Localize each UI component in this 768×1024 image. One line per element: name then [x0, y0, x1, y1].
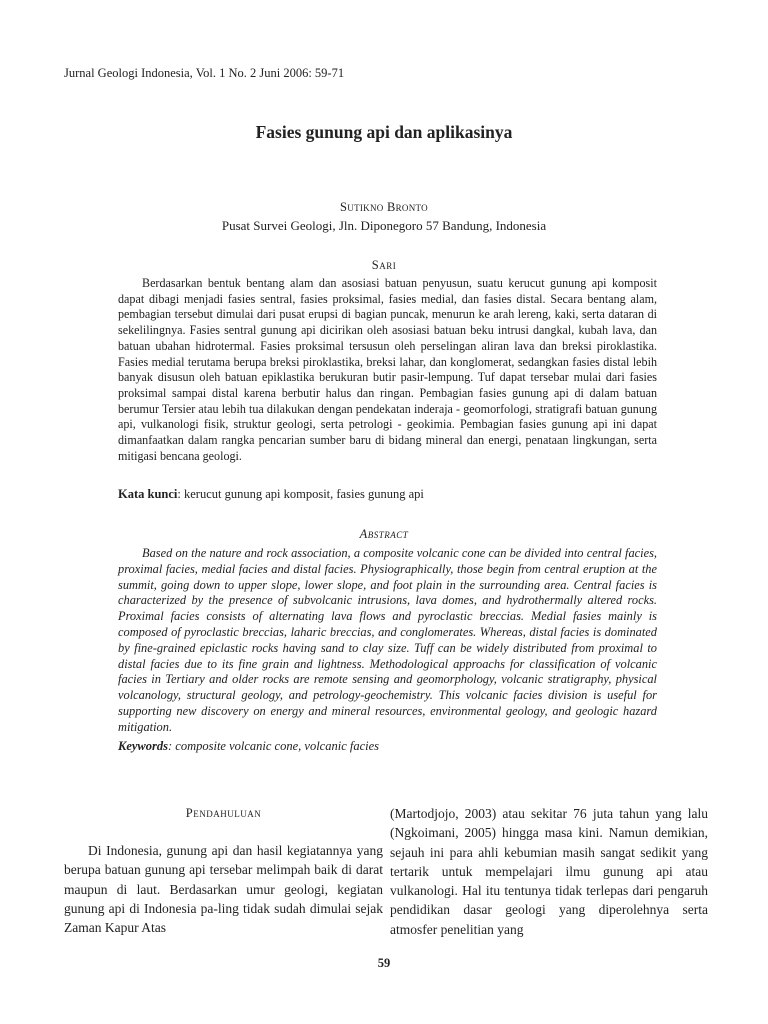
- intro-right-column: (Martodjojo, 2003) atau sekitar 76 juta tahun yang lalu (Ngkoimani, 2005) hingga masa kini. Namun demikian, sejauh ini para ahli kebumian masih sangat sedikit yang tertarik untuk mempelajari ilmu gunung api atau vulkanologi. Hal itu tentunya tidak terlepas dari pengaruh pendidikan dasar geologi yang diperolehnya serta atmosfer penelitian yang: [390, 806, 708, 937]
- author-name: Sutikno Bronto: [340, 200, 428, 214]
- sari-keywords-label: Kata kunci: [118, 487, 178, 501]
- author-affiliation: Pusat Survei Geologi, Jln. Diponegoro 57 Bandung, Indonesia: [221, 218, 547, 233]
- journal-reference: Jurnal Geologi Indonesia, Vol. 1 No. 2 Juni 2006: 59-71: [64, 66, 345, 80]
- abstract-keywords: [118, 739, 379, 754]
- sari-keywords: [118, 487, 424, 502]
- intro-left-column: Di Indonesia, gunung api dan hasil kegiatannya yang berupa batuan gunung api tersebar melimpah baik di darat maupun di laut. Berdasarkan umur geologi, kegiatan gunung api di Indonesia pa-ling tidak sudah dimulai sejak Zaman Kapur Atas: [64, 843, 383, 936]
- intro-heading: Pendahuluan: [185, 806, 262, 820]
- page-number: 59: [377, 956, 391, 970]
- abstract-body: Based on the nature and rock association, a composite volcanic cone can be divided into central facies, proximal facies, medial facies and distal facies. Physiographically, those begin from central eruption at the summit, going down to upper slope, lower slope, and foot plain in the surrounding area. Central facies is characterized by the presence of subvolcanic intrusions, lava domes, and hydrothermally altered rocks. Proximal facies consists of alternating lava flows and pyroclastic breccias. Medial fasies mainly is composed of pyroclastic breccias, laharic breccias, and conglomerates. Whereas, distal facies is dominated by fine-grained epiclastic rocks having sand to clay size. Tuff can be widely distributed from proximal to distal facies due to its fine grain and lightness. Methodological approachs for classification of volcanic facies in Tertiary and older rocks are remote sensing and geomorphology, volcanic stratigraphy, physical volcanology, structural geology, and petrology-geochemistry. This volcanic facies division is useful for supporting new discovery on energy and mineral resources, environmental geology, and geologic hazard mitigation.: [118, 546, 657, 734]
- sari-heading: Sari: [371, 258, 397, 272]
- sari-body: Berdasarkan bentuk bentang alam dan asosiasi batuan penyusun, suatu kerucut gunung api komposit dapat dibagi menjadi fasies sentral, fasies proksimal, fasies medial, dan fasies distal. Secara bentang alam, pembagian tersebut dimulai dari pusat erupsi di bagian puncak, menurun ke arah lereng, kaki, serta dataran di sekelilingnya. Fasies sentral gunung api dicirikan oleh asosiasi batuan beku intrusi dangkal, kubah lava, dan batuan ubahan hidrotermal. Fasies proksimal tersusun oleh perselingan aliran lava dan breksi piroklastika. Fasies medial terutama berupa breksi piroklastika, breksi lahar, dan konglomerat, sedangkan fasies distal lebih banyak disusun oleh batuan epiklastika berukuran butir pasir-lempung. Tuf dapat tersebar mulai dari fasies proksimal sampai distal karena berbutir halus dan ringan. Pembagian fasies gunung api di dalam batuan berumur Tersier atau lebih tua dilakukan dengan pendekatan inderaja - geomorfologi, stratigrafi batuan gunung api, vulkanologi fisik, struktur geologi, serta petrologi - geokimia. Pembagian fasies gunung api ini dapat dimanfaatkan dalam rangka pencarian sumber baru di bidang mineral dan energi, penataan lingkungan, serta mitigasi bencana geologi.: [118, 276, 657, 463]
- abstract-keywords-label: Keywords: [118, 739, 168, 753]
- sari-keywords-text: : kerucut gunung api komposit, fasies gunung api: [177, 487, 424, 501]
- article-title: Fasies gunung api dan aplikasinya: [255, 122, 513, 142]
- abstract-heading: Abstract: [359, 527, 409, 541]
- abstract-keywords-text: : composite volcanic cone, volcanic facies: [168, 739, 380, 753]
